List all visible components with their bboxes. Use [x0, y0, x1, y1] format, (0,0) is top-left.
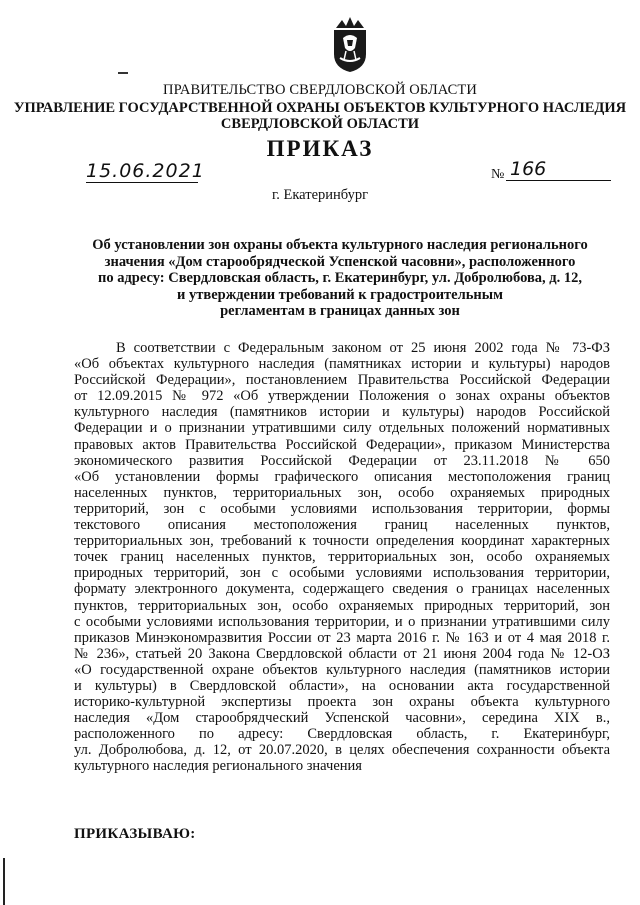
subject-line: регламентам в границах данных зон — [220, 303, 460, 319]
body-line: приказов Минэкономразвития России от 23 марта 2016 г. № 163 и от 4 мая 2018 г. — [74, 629, 610, 646]
order-subject — [60, 237, 620, 320]
org-name-line-1: ПРАВИТЕЛЬСТВО СВЕРДЛОВСКОЙ ОБЛАСТИ — [163, 82, 477, 98]
date-underline — [86, 182, 198, 183]
order-heading: ПРИКАЗЫВАЮ: — [74, 826, 196, 842]
body-line: культурного наследия регионального значения — [74, 758, 362, 775]
body-line: с особыми условиями использования территории, и о признании утратившими силу — [74, 613, 610, 630]
body-line: «Об объектах культурного наследия (памятниках истории и культуры) народов — [74, 356, 610, 373]
body-line: пунктов, территориальных зон, особо охраняемых природных территорий, зон — [74, 597, 610, 614]
body-line: правовых актов Правительства Российской Федерации», приказом Министерства — [74, 436, 610, 453]
body-line: и культуры) в Свердловской области», на основании акта государственной — [74, 677, 610, 694]
body-line: текстового описания местоположения границ населенных пунктов, — [74, 517, 610, 534]
preamble-text — [74, 340, 610, 775]
handwritten-date: 15.06.2021 — [86, 160, 205, 182]
handwritten-number: 166 — [510, 158, 547, 180]
scan-edge-mark — [3, 858, 5, 905]
body-line: территориальных зон, требований к точности определения координат характерных — [74, 533, 610, 550]
body-line: населенных пунктов, территориальных зон, особо охраняемых природных — [74, 484, 610, 501]
subject-line: значения «Дом старообрядческой Успенской часовни», расположенного — [104, 253, 576, 270]
body-line: ул. Добролюбова, д. 12, от 20.07.2020, в целях обеспечения сохранности объекта — [74, 742, 610, 759]
org-name-line-3: СВЕРДЛОВСКОЙ ОБЛАСТИ — [220, 116, 420, 132]
body-line: В соответствии с Федеральным законом от 25 июня 2002 года № 73-ФЗ — [116, 340, 610, 356]
body-line: расположенного по адресу: Свердловская область, г. Екатеринбург, — [74, 726, 610, 743]
body-line: формату электронного документа, содержащего сведения о границах населенных — [74, 581, 610, 598]
body-line: культурного наследия (памятников истории и культуры) народов Российской — [74, 404, 610, 421]
number-label: № — [491, 167, 505, 182]
body-line: экономического развития Российской Федерации от 23.11.2018 № 650 — [74, 452, 610, 469]
body-line: природных территорий, зон с особыми условиями использования территории, — [74, 565, 610, 582]
subject-line: Об установлении зон охраны объекта культурного наследия регионального — [92, 237, 588, 253]
body-line: от 12.09.2015 № 972 «Об утверждении Положения о зонах охраны объектов — [74, 388, 610, 405]
body-line: «Об установлении формы графического описания местоположения границ — [74, 468, 610, 485]
coat-of-arms-icon — [328, 14, 372, 74]
scan-mark — [118, 72, 128, 74]
body-line: историко-культурной экспертизы проекта зон охраны объекта культурного — [74, 694, 610, 711]
org-name-line-2: УПРАВЛЕНИЕ ГОСУДАРСТВЕННОЙ ОХРАНЫ ОБЪЕКТОВ КУЛЬТУРНОГО НАСЛЕДИЯ — [13, 100, 627, 116]
body-line: территорий, зон с особыми условиями использования территории, формы — [74, 500, 610, 517]
number-underline — [506, 180, 611, 181]
city-line: г. Екатеринбург — [271, 187, 369, 203]
body-line: № 236», статьей 20 Закона Свердловской области от 21 июня 2004 года № 12-ОЗ — [74, 645, 610, 662]
body-line: наследия «Дом старообрядческий Успенской часовни», середина XIX в., — [74, 710, 610, 727]
body-line: точек границ населенных пунктов, территориальных зон, особо охраняемых — [74, 549, 610, 566]
document-title: ПРИКАЗ — [266, 136, 374, 161]
subject-line: по адресу: Свердловская область, г. Екатеринбург, ул. Добролюбова, д. 12, — [97, 270, 582, 286]
body-line: «О государственной охране объектов культурного наследия (памятников истории — [74, 661, 610, 678]
subject-line: и утверждении требований к градостроительным — [177, 286, 503, 303]
body-line: Российской Федерации», постановлением Правительства Российской Федерации — [74, 372, 610, 389]
body-line: Федерации и о признании утратившими силу отдельных положений нормативных — [74, 420, 610, 437]
